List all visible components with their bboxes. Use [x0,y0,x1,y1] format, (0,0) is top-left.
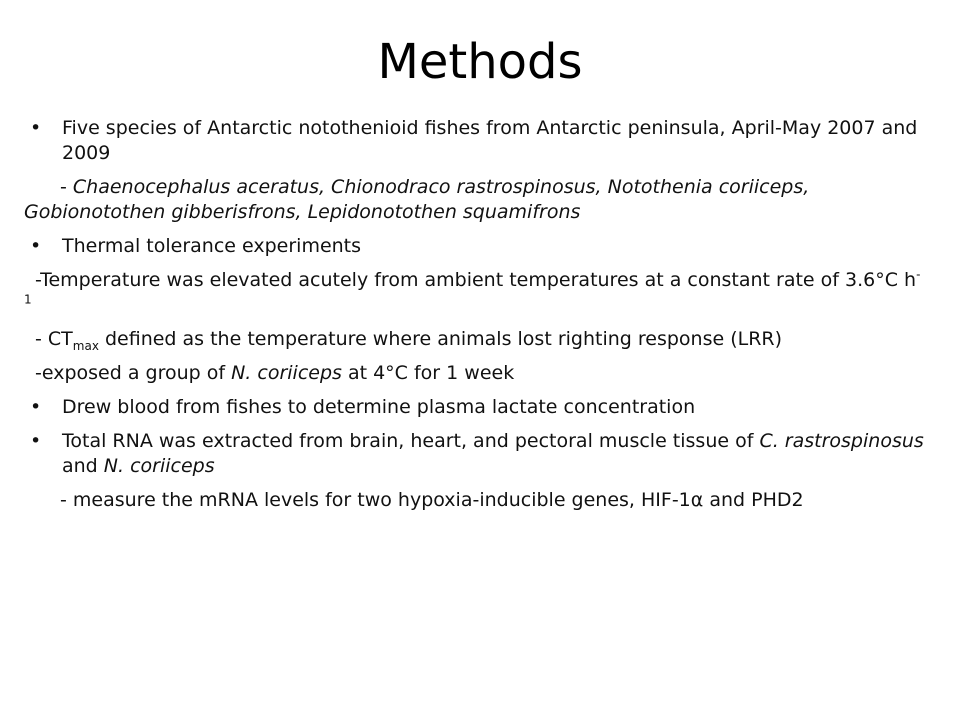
bullet-dot: • [30,117,42,139]
sub-exposure [24,361,924,386]
bullet-text: and [62,455,104,477]
sub-prefix: -exposed a group of [35,362,232,384]
sub-text: at 4°C for 1 week [341,362,515,384]
bullet-text: Thermal tolerance experiments [62,235,362,257]
sub-text: -Temperature was elevated acutely from ambient temperatures at a constant rate of 3.6°C h [35,269,917,291]
bullet-blood [24,395,924,420]
superscript: -1 [24,267,921,307]
bullet-rna [24,429,924,479]
sub-text: defined as the temperature where animals lost righting response (LRR) [98,328,783,350]
sub-temperature [24,268,924,318]
sub-prefix: - [60,176,73,198]
sub-text: - measure the mRNA levels for two hypoxia-inducible genes, HIF-1α and PHD2 [60,489,804,511]
slide-title: Methods [377,34,583,90]
species-name: N. coriiceps [103,455,215,477]
bullet-dot: • [30,235,42,257]
sub-prefix: - CT [35,328,73,350]
bullet-text: Drew blood from fishes to determine plasma lactate concentration [62,396,696,418]
subscript: max [72,338,99,353]
species-list: Chaenocephalus aceratus, Chionodraco rastrospinosus, Notothenia coriiceps, Gobionotothen gibberisfrons, Lepidonotothen squamifrons [24,176,810,223]
bullet-dot: • [30,396,42,418]
bullet-species [24,116,924,166]
bullet-text: Five species of Antarctic notothenioid fishes from Antarctic peninsula, April-May 2007 and 2009 [62,117,918,164]
bullet-thermal [24,234,924,259]
sub-mrna [24,488,924,513]
sub-species-list [24,175,924,225]
slide-content [24,116,924,522]
species-name: C. rastrospinosus [759,430,924,452]
species-name: N. coriiceps [231,362,342,384]
bullet-dot: • [30,430,42,452]
bullet-text: Total RNA was extracted from brain, heart, and pectoral muscle tissue of [62,430,760,452]
sub-ctmax [24,327,924,352]
